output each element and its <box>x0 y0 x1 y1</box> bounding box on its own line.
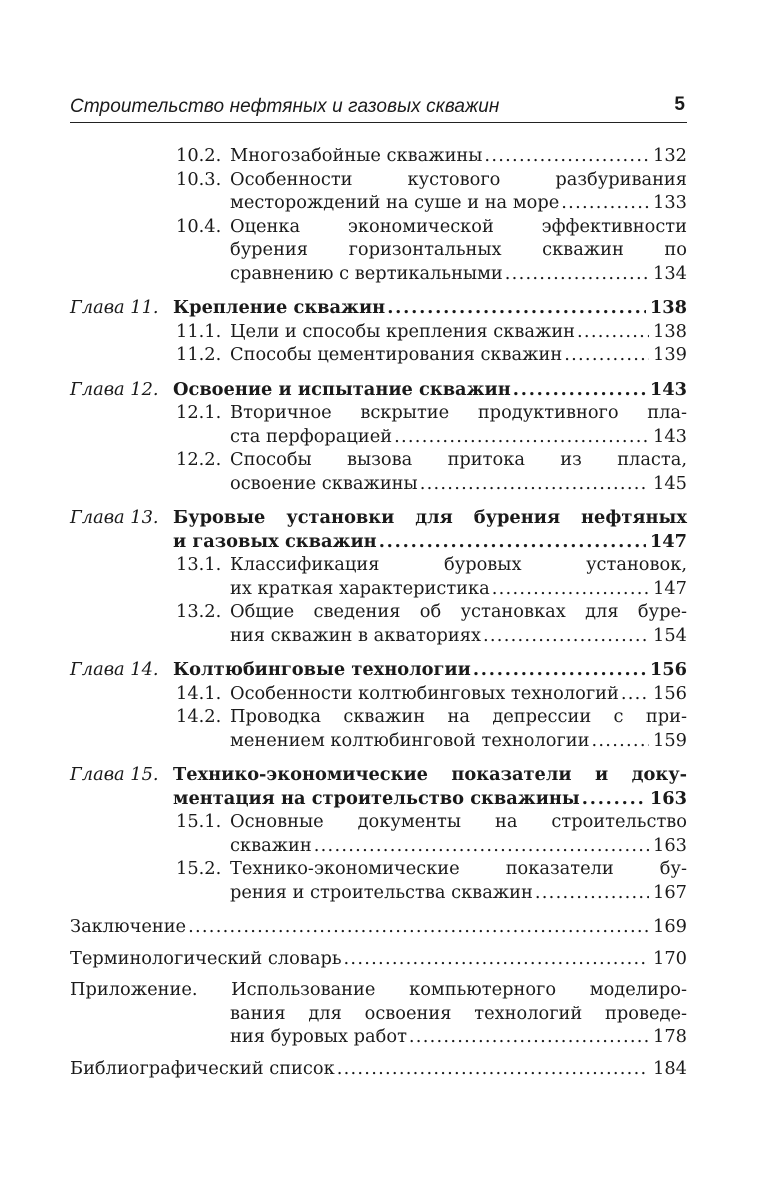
leader-dots <box>420 472 649 496</box>
toc-chapter-11[interactable]: Глава 11. Крепление скважин . . . 138 <box>70 296 687 320</box>
leader-dots <box>473 658 646 682</box>
page-ref: 167 <box>653 881 687 903</box>
leader-dots <box>314 834 649 858</box>
page-ref: 170 <box>653 947 687 969</box>
chapter-label: Глава 13. <box>70 507 159 528</box>
toc-glossary[interactable]: Терминологический словарь . . . 170 <box>70 947 687 971</box>
running-title: Строительство нефтяных и газовых скважин <box>70 96 500 117</box>
page-ref: 156 <box>653 682 687 704</box>
leader-dots <box>188 915 649 939</box>
page-ref: 159 <box>653 729 687 751</box>
leader-dots <box>409 1025 649 1049</box>
page-ref: 145 <box>653 472 687 494</box>
page-ref: 178 <box>653 1026 687 1047</box>
toc-chapter-13[interactable]: Глава 13. Буровые установки для бурения нефтяных и газовых скважин . . . 147 <box>70 506 687 553</box>
page-ref: 156 <box>649 659 687 680</box>
toc-chapter-12[interactable]: Глава 12. Освоение и испытание скважин . . . 143 <box>70 378 687 402</box>
leader-dots <box>621 682 649 706</box>
toc-entry-15-2[interactable]: 15.2. Технико-экономические показатели бу- рения и строительства скважин . . . 167 <box>70 857 687 904</box>
leader-dots <box>513 378 646 402</box>
toc-chapter-14[interactable]: Глава 14. Колтюбинговые технологии . . . 156 <box>70 658 687 682</box>
page-ref: 138 <box>649 297 687 318</box>
leader-dots <box>535 881 649 905</box>
toc-entry-13-1[interactable]: 13.1. Классификация буровых установок, их краткая характеристика . . . 147 <box>70 553 687 600</box>
page-ref: 143 <box>653 425 687 447</box>
toc-bibliography[interactable]: Библиографический список . . . 184 <box>70 1057 687 1081</box>
page-ref: 163 <box>649 787 687 809</box>
chapter-label: Глава 15. <box>70 764 159 785</box>
toc-entry-13-2[interactable]: 13.2. Общие сведения об установках для буре- ния скважин в акваториях . . . 154 <box>70 600 687 647</box>
toc-entry-10-3[interactable]: 10.3. Особенности кустового разбуривания месторождений на суше и на море . . . 133 <box>70 168 687 215</box>
toc-entry-12-2[interactable]: 12.2. Способы вызова притока из пласта, освоение скважины . . . 145 <box>70 448 687 495</box>
leader-dots <box>492 577 649 601</box>
leader-dots <box>484 144 649 168</box>
leader-dots <box>582 787 646 811</box>
page-ref: 169 <box>653 916 687 937</box>
page-ref: 163 <box>653 834 687 856</box>
leader-dots <box>394 425 649 449</box>
toc-appendix[interactable]: Приложение. Использование компьютерного моделиро- вания для освоения технологий проведе- ния буровых работ . . . 178 <box>70 978 687 1049</box>
leader-dots <box>564 343 649 367</box>
page-ref: 134 <box>653 262 687 284</box>
chapter-label: Глава 14. <box>70 659 159 680</box>
toc-entry-12-1[interactable]: 12.1. Вторичное вскрытие продуктивного пла- ста перфорацией . . . 143 <box>70 401 687 448</box>
toc-entry-10-4[interactable]: 10.4. Оценка экономической эффективности бурения горизонтальных скважин по сравнению с вертикальными . . . 134 <box>70 215 687 286</box>
chapter-label: Глава 11. <box>70 297 159 318</box>
page-ref: 143 <box>649 378 687 400</box>
toc-chapter-15[interactable]: Глава 15. Технико-экономические показатели и доку- ментация на строительство скважины . . . 163 <box>70 763 687 810</box>
leader-dots <box>577 320 649 344</box>
page-ref: 147 <box>653 577 687 599</box>
toc-entry-14-2[interactable]: 14.2. Проводка скважин на депрессии с при- менением колтюбинговой технологии . . . 159 <box>70 705 687 752</box>
leader-dots <box>561 191 649 215</box>
page-ref: 139 <box>653 344 687 365</box>
toc-entry-11-2[interactable]: 11.2. Способы цементирования скважин . . . 139 <box>70 343 687 367</box>
leader-dots <box>337 1057 649 1081</box>
toc-entry-14-1[interactable]: 14.1. Особенности колтюбинговых технологий . . . 156 <box>70 682 687 706</box>
page-ref: 147 <box>649 530 687 552</box>
leader-dots <box>591 729 649 753</box>
page-number: 5 <box>674 94 685 115</box>
running-header <box>70 94 687 123</box>
page-ref: 138 <box>653 320 687 342</box>
toc-entry-11-1[interactable]: 11.1. Цели и способы крепления скважин . . . 138 <box>70 320 687 344</box>
page-ref: 184 <box>653 1057 687 1079</box>
leader-dots <box>379 530 646 554</box>
chapter-label: Глава 12. <box>70 378 159 400</box>
toc-entry-10-2[interactable]: 10.2. Многозабойные скважины . . . 132 <box>70 144 687 168</box>
leader-dots <box>387 296 646 320</box>
toc-entry-15-1[interactable]: 15.1. Основные документы на строительство скважин . . . 163 <box>70 810 687 857</box>
page-ref: 132 <box>653 145 687 166</box>
page-ref: 133 <box>653 192 687 213</box>
page-ref: 154 <box>653 624 687 646</box>
toc-conclusion[interactable]: Заключение . . . 169 <box>70 915 687 939</box>
leader-dots <box>344 947 650 971</box>
leader-dots <box>483 624 649 648</box>
table-of-contents <box>70 144 687 1080</box>
leader-dots <box>505 262 649 286</box>
